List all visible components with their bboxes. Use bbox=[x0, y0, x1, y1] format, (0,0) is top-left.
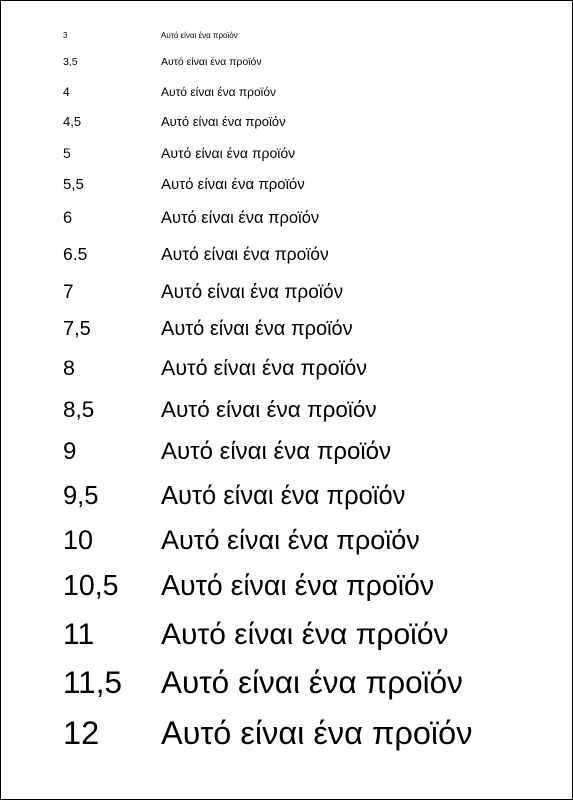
font-size-label: 10 bbox=[63, 525, 94, 555]
sample-text: Αυτό είναι ένα προϊόν bbox=[161, 55, 262, 68]
sample-text: Αυτό είναι ένα προϊόν bbox=[161, 714, 473, 751]
sample-row bbox=[1, 55, 572, 67]
sample-text: Αυτό είναι ένα προϊόν bbox=[161, 618, 449, 651]
sample-text: Αυτό είναι ένα προϊόν bbox=[161, 85, 277, 99]
sample-row bbox=[1, 521, 572, 554]
sample-text: Αυτό είναι ένα προϊόν bbox=[161, 208, 320, 227]
sample-row bbox=[1, 394, 572, 421]
sample-row bbox=[1, 660, 572, 698]
sample-text: Αυτό είναι ένα προϊόν bbox=[161, 663, 463, 700]
font-size-label: 4,5 bbox=[63, 114, 82, 129]
sample-text: Αυτό είναι ένα προϊόν bbox=[161, 145, 296, 161]
sample-text: Αυτό είναι ένα προϊόν bbox=[161, 31, 238, 40]
sample-row bbox=[1, 315, 572, 339]
font-size-label: 4 bbox=[63, 85, 70, 99]
font-size-label: 6 bbox=[63, 208, 73, 227]
sample-text: Αυτό είναι ένα προϊόν bbox=[161, 396, 377, 422]
sample-row bbox=[1, 84, 572, 98]
sample-row bbox=[1, 242, 572, 263]
sample-row bbox=[1, 709, 572, 749]
font-size-label: 6.5 bbox=[63, 243, 88, 264]
sample-text: Αυτό είναι ένα προϊόν bbox=[161, 525, 420, 555]
sample-row bbox=[1, 175, 572, 192]
font-size-label: 7 bbox=[63, 282, 74, 303]
font-size-label: 7,5 bbox=[63, 318, 91, 340]
sample-row bbox=[1, 113, 572, 128]
sample-text: Αυτό είναι ένα προϊόν bbox=[161, 243, 329, 264]
sample-text: Αυτό είναι ένα προϊόν bbox=[161, 114, 286, 129]
font-size-label: 9,5 bbox=[63, 481, 99, 510]
sample-row bbox=[1, 144, 572, 160]
sample-text: Αυτό είναι ένα προϊόν bbox=[161, 355, 368, 380]
sample-row bbox=[1, 279, 572, 302]
sample-row bbox=[1, 353, 572, 379]
sample-text: Αυτό είναι ένα προϊόν bbox=[161, 481, 406, 510]
sample-text: Αυτό είναι ένα προϊόν bbox=[161, 438, 392, 465]
font-size-label: 3 bbox=[63, 31, 68, 40]
font-size-label: 9 bbox=[63, 438, 77, 465]
font-size-label: 5,5 bbox=[63, 176, 84, 193]
sample-text: Αυτό είναι ένα προϊόν bbox=[161, 282, 344, 303]
sample-row bbox=[1, 613, 572, 650]
sample-text: Αυτό είναι ένα προϊόν bbox=[161, 318, 353, 340]
font-size-label: 11 bbox=[63, 618, 95, 651]
sample-row bbox=[1, 30, 572, 40]
font-size-label: 8 bbox=[63, 355, 75, 380]
font-size-label: 10,5 bbox=[63, 569, 119, 602]
sample-row bbox=[1, 207, 572, 226]
sample-row bbox=[1, 478, 572, 509]
sample-row bbox=[1, 565, 572, 600]
font-size-label: 12 bbox=[63, 714, 100, 751]
font-size-label: 5 bbox=[63, 145, 71, 161]
sample-row bbox=[1, 435, 572, 464]
sample-text: Αυτό είναι ένα προϊόν bbox=[161, 176, 305, 193]
font-size-label: 3,5 bbox=[63, 55, 78, 68]
sample-text: Αυτό είναι ένα προϊόν bbox=[161, 569, 435, 602]
font-size-label: 8,5 bbox=[63, 396, 95, 422]
font-size-label: 11,5 bbox=[63, 663, 122, 700]
